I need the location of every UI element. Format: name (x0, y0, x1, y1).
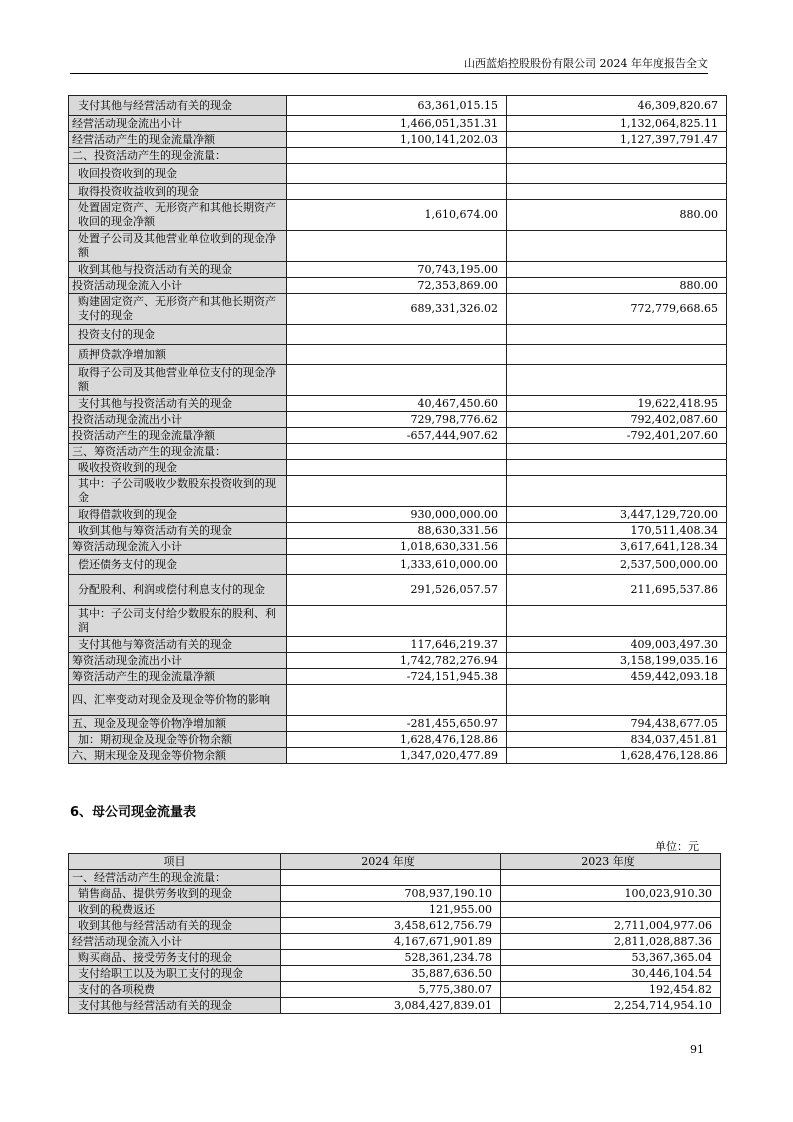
value-2024: 5,775,380.07 (281, 982, 501, 998)
value-2024: 528,361,234.78 (281, 950, 501, 966)
row-label: 销售商品、提供劳务收到的现金 (69, 886, 281, 902)
value-2023: 46,309,820.67 (507, 96, 727, 116)
value-2023: 1,628,476,128.86 (507, 748, 727, 764)
row-label: 收到其他与投资活动有关的现金 (69, 262, 287, 278)
row-label: 收到其他与经营活动有关的现金 (69, 918, 281, 934)
row-label: 偿还债务支付的现金 (69, 555, 287, 575)
row-label: 其中：子公司支付给少数股东的股利、利润 (69, 606, 287, 637)
value-2024 (287, 345, 507, 365)
value-2024: 1,347,020,477.89 (287, 748, 507, 764)
row-label: 投资活动现金流入小计 (69, 278, 287, 294)
value-2024: 40,467,450.60 (287, 396, 507, 412)
value-2024 (287, 460, 507, 476)
value-2024: 1,018,630,331.56 (287, 539, 507, 555)
value-2023 (507, 325, 727, 345)
row-label: 支付的各项税费 (69, 982, 281, 998)
value-2024: 1,610,674.00 (287, 200, 507, 231)
unit-label: 单位：元 (655, 840, 699, 853)
value-2024: -724,151,945.38 (287, 669, 507, 685)
value-2023: 880.00 (507, 200, 727, 231)
table-row (69, 132, 727, 148)
value-2023 (507, 148, 727, 164)
table-row (69, 934, 721, 950)
table-row (69, 685, 727, 716)
value-2024: 1,628,476,128.86 (287, 732, 507, 748)
cash-flow-table-parent (68, 853, 721, 1014)
value-2024: 1,100,141,202.03 (287, 132, 507, 148)
value-2024 (287, 606, 507, 637)
value-2023: 2,811,028,887.36 (501, 934, 721, 950)
table-row (69, 918, 721, 934)
table-row (69, 325, 727, 345)
table-row (69, 555, 727, 575)
value-2024: 291,526,057.57 (287, 575, 507, 606)
table-row (69, 200, 727, 231)
value-2023 (501, 902, 721, 918)
value-2023: 459,442,093.18 (507, 669, 727, 685)
value-2023: 2,254,714,954.10 (501, 998, 721, 1014)
table-row (69, 982, 721, 998)
row-label: 支付其他与投资活动有关的现金 (69, 396, 287, 412)
value-2024: 3,084,427,839.01 (281, 998, 501, 1014)
table-row (69, 575, 727, 606)
table-row (69, 294, 727, 325)
row-label: 支付给职工以及为职工支付的现金 (69, 966, 281, 982)
value-2024 (287, 184, 507, 200)
table-header-row (69, 854, 721, 870)
table-row (69, 278, 727, 294)
row-label: 取得子公司及其他营业单位支付的现金净额 (69, 365, 287, 396)
table-row (69, 539, 727, 555)
value-2024 (281, 870, 501, 886)
table-row (69, 950, 721, 966)
value-2024: 3,458,612,756.79 (281, 918, 501, 934)
value-2024: 70,743,195.00 (287, 262, 507, 278)
table-row (69, 444, 727, 460)
table-row (69, 716, 727, 732)
value-2024 (287, 148, 507, 164)
value-2024 (287, 685, 507, 716)
table-row (69, 262, 727, 278)
table-row (69, 412, 727, 428)
value-2023 (507, 444, 727, 460)
value-2023: -792,401,207.60 (507, 428, 727, 444)
row-label: 吸收投资收到的现金 (69, 460, 287, 476)
table-row (69, 345, 727, 365)
value-2023: 3,617,641,128.34 (507, 539, 727, 555)
row-label: 经营活动现金流出小计 (69, 116, 287, 132)
table-row (69, 669, 727, 685)
row-label: 取得借款收到的现金 (69, 507, 287, 523)
row-label: 质押贷款净增加额 (69, 345, 287, 365)
table-row (69, 653, 727, 669)
value-2023: 19,622,418.95 (507, 396, 727, 412)
value-2023: 100,023,910.30 (501, 886, 721, 902)
table-row (69, 748, 727, 764)
row-label: 支付其他与经营活动有关的现金 (69, 96, 287, 116)
row-label: 处置子公司及其他营业单位收到的现金净额 (69, 231, 287, 262)
row-label: 四、汇率变动对现金及现金等价物的影响 (69, 685, 287, 716)
value-2023: 2,711,004,977.06 (501, 918, 721, 934)
row-label: 其中：子公司吸收少数股东投资收到的现金 (69, 476, 287, 507)
page-header: 山西蓝焰控股股份有限公司 2024 年年度报告全文 (70, 55, 708, 74)
row-label: 六、期末现金及现金等价物余额 (69, 748, 287, 764)
row-label: 处置固定资产、无形资产和其他长期资产收回的现金净额 (69, 200, 287, 231)
table-row (69, 523, 727, 539)
value-2024: 121,955.00 (281, 902, 501, 918)
row-label: 筹资活动产生的现金流量净额 (69, 669, 287, 685)
value-2023: 3,158,199,035.16 (507, 653, 727, 669)
row-label: 三、筹资活动产生的现金流量： (69, 444, 287, 460)
value-2024: 72,353,869.00 (287, 278, 507, 294)
value-2024: 1,333,610,000.00 (287, 555, 507, 575)
value-2024 (287, 164, 507, 184)
value-2024 (287, 444, 507, 460)
value-2023 (507, 262, 727, 278)
row-label: 支付其他与经营活动有关的现金 (69, 998, 281, 1014)
row-label: 支付其他与筹资活动有关的现金 (69, 637, 287, 653)
page-number: 91 (690, 1043, 704, 1056)
value-2024: 689,331,326.02 (287, 294, 507, 325)
table-row (69, 507, 727, 523)
row-label: 筹资活动现金流出小计 (69, 653, 287, 669)
table-row (69, 164, 727, 184)
value-2023 (507, 606, 727, 637)
value-2023: 1,127,397,791.47 (507, 132, 727, 148)
row-label: 收到其他与筹资活动有关的现金 (69, 523, 287, 539)
row-label: 购买商品、接受劳务支付的现金 (69, 950, 281, 966)
section-title: 6、母公司现金流量表 (70, 805, 197, 820)
header-item: 项目 (69, 854, 281, 870)
row-label: 收到的税费返还 (69, 902, 281, 918)
table-row (69, 428, 727, 444)
table-row (69, 732, 727, 748)
row-label: 筹资活动现金流入小计 (69, 539, 287, 555)
value-2024: 117,646,219.37 (287, 637, 507, 653)
value-2023 (507, 365, 727, 396)
table-row (69, 231, 727, 262)
value-2023 (507, 345, 727, 365)
value-2023: 3,447,129,720.00 (507, 507, 727, 523)
row-label: 购建固定资产、无形资产和其他长期资产支付的现金 (69, 294, 287, 325)
value-2023: 794,438,677.05 (507, 716, 727, 732)
value-2023: 409,003,497.30 (507, 637, 727, 653)
value-2023: 772,779,668.65 (507, 294, 727, 325)
table-row (69, 966, 721, 982)
value-2024 (287, 325, 507, 345)
header-2023: 2023 年度 (501, 854, 721, 870)
table-row (69, 396, 727, 412)
row-label: 二、投资活动产生的现金流量： (69, 148, 287, 164)
row-label: 五、现金及现金等价物净增加额 (69, 716, 287, 732)
row-label: 取得投资收益收到的现金 (69, 184, 287, 200)
table-row (69, 886, 721, 902)
value-2024 (287, 365, 507, 396)
value-2023 (507, 184, 727, 200)
table-row (69, 184, 727, 200)
value-2023 (501, 870, 721, 886)
row-label: 投资支付的现金 (69, 325, 287, 345)
value-2023: 834,037,451.81 (507, 732, 727, 748)
value-2023: 2,537,500,000.00 (507, 555, 727, 575)
table-row (69, 870, 721, 886)
cash-flow-table-consolidated (68, 95, 727, 764)
row-label: 经营活动产生的现金流量净额 (69, 132, 287, 148)
value-2023 (507, 685, 727, 716)
table-row (69, 637, 727, 653)
value-2024: 63,361,015.15 (287, 96, 507, 116)
value-2024: 1,466,051,351.31 (287, 116, 507, 132)
value-2023 (507, 476, 727, 507)
row-label: 分配股利、利润或偿付利息支付的现金 (69, 575, 287, 606)
value-2023: 53,367,365.04 (501, 950, 721, 966)
value-2023: 192,454.82 (501, 982, 721, 998)
value-2023 (507, 231, 727, 262)
table-row (69, 116, 727, 132)
value-2024: 708,937,190.10 (281, 886, 501, 902)
value-2023 (507, 164, 727, 184)
table-row (69, 902, 721, 918)
value-2024: -657,444,907.62 (287, 428, 507, 444)
value-2024 (287, 231, 507, 262)
value-2024: 1,742,782,276.94 (287, 653, 507, 669)
table-row (69, 365, 727, 396)
table-row (69, 606, 727, 637)
row-label: 加：期初现金及现金等价物余额 (69, 732, 287, 748)
row-label: 经营活动现金流入小计 (69, 934, 281, 950)
value-2024: -281,455,650.97 (287, 716, 507, 732)
value-2023 (507, 460, 727, 476)
value-2024 (287, 476, 507, 507)
value-2024: 35,887,636.50 (281, 966, 501, 982)
value-2024: 88,630,331.56 (287, 523, 507, 539)
row-label: 收回投资收到的现金 (69, 164, 287, 184)
value-2023: 30,446,104.54 (501, 966, 721, 982)
row-label: 一、经营活动产生的现金流量： (69, 870, 281, 886)
row-label: 投资活动现金流出小计 (69, 412, 287, 428)
table-row (69, 148, 727, 164)
header-2024: 2024 年度 (281, 854, 501, 870)
value-2024: 729,798,776.62 (287, 412, 507, 428)
value-2023: 211,695,537.86 (507, 575, 727, 606)
value-2023: 170,511,408.34 (507, 523, 727, 539)
table-row (69, 476, 727, 507)
row-label: 投资活动产生的现金流量净额 (69, 428, 287, 444)
table-row (69, 998, 721, 1014)
value-2024: 930,000,000.00 (287, 507, 507, 523)
value-2023: 792,402,087.60 (507, 412, 727, 428)
table-row (69, 460, 727, 476)
value-2023: 880.00 (507, 278, 727, 294)
value-2024: 4,167,671,901.89 (281, 934, 501, 950)
value-2023: 1,132,064,825.11 (507, 116, 727, 132)
table-row (69, 96, 727, 116)
